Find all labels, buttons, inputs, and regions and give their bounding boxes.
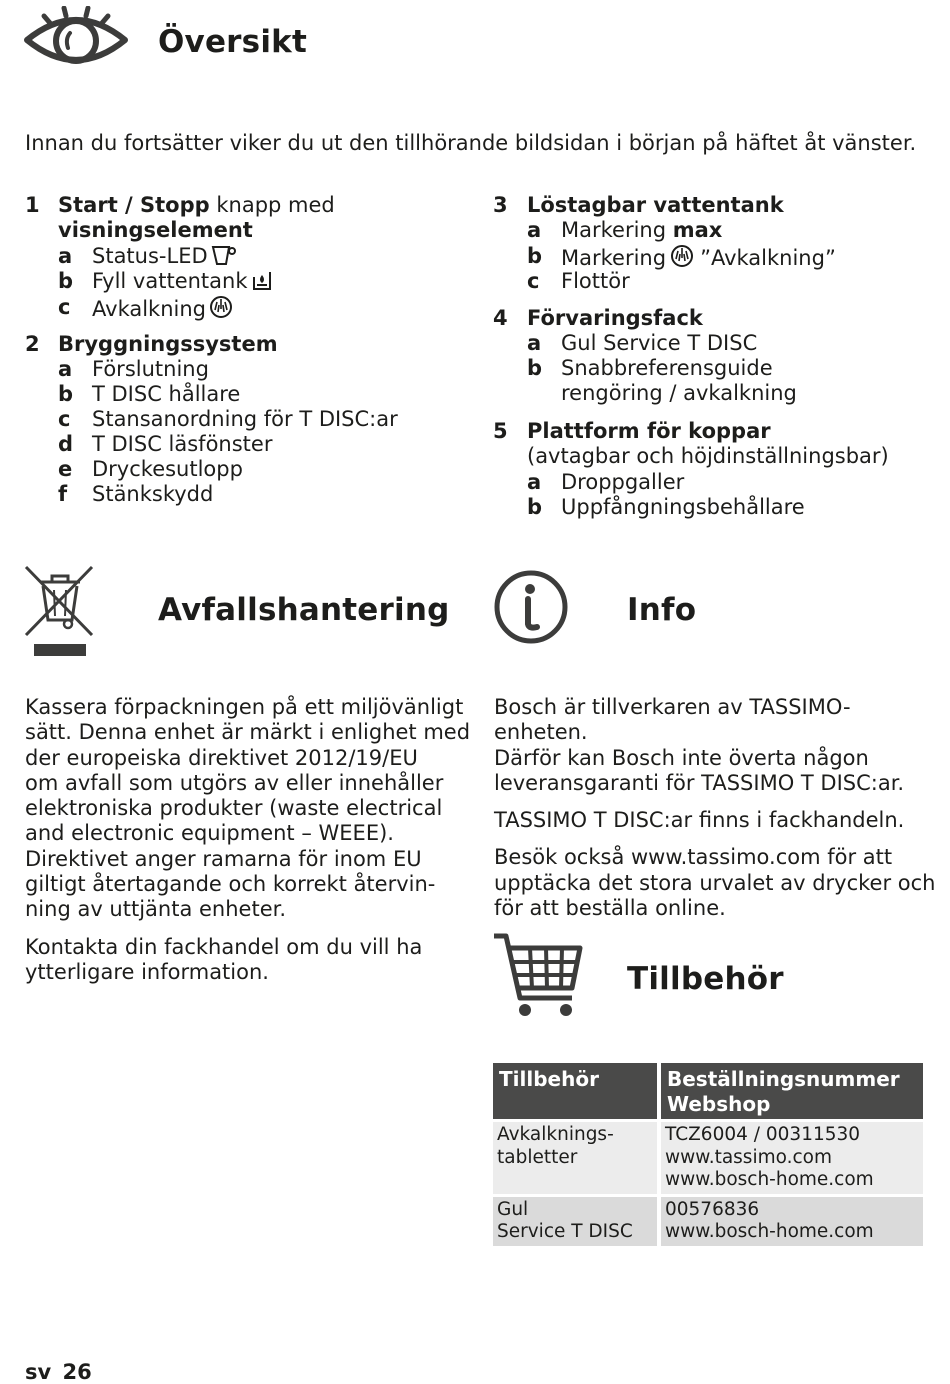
accessories-title: Tillbehör (627, 961, 784, 997)
sub-letter: b (527, 244, 543, 268)
accessories-table-wrap (489, 1060, 927, 1249)
table-cell: Avkalknings- tabletter (493, 1122, 657, 1194)
list-item: T DISC hållare (92, 382, 241, 406)
sub-letter: a (527, 331, 542, 355)
table-row (493, 1197, 923, 1246)
sub-letter: a (527, 470, 542, 494)
list-item-title: Löstagbar vattentank (527, 193, 784, 217)
descaling-icon (670, 244, 694, 268)
list-item: Förslutning (92, 357, 209, 381)
list-item: Uppfångningsbehållare (561, 495, 805, 519)
sub-letter: c (527, 269, 540, 293)
list-item: Stansanordning för T DISC:ar (92, 407, 398, 431)
list-item: Dryckesutlopp (92, 457, 243, 481)
table-row (493, 1122, 923, 1194)
item-number: 1 (25, 193, 40, 217)
item-number: 5 (493, 419, 508, 443)
sub-letter: a (527, 218, 542, 242)
list-item: Fyll vattentank (92, 269, 273, 293)
item-number: 2 (25, 332, 40, 356)
shopping-cart-icon (492, 932, 584, 1018)
page-number: 26 (62, 1360, 92, 1384)
list-item-title: Bryggningssystem (58, 332, 278, 356)
list-item: T DISC läsfönster (92, 432, 273, 456)
info-icon (493, 569, 569, 645)
overview-left-list (25, 193, 475, 513)
list-item: Status-LED (92, 244, 237, 268)
sub-letter: e (58, 457, 73, 481)
sub-letter: f (58, 482, 68, 506)
info-title: Info (627, 592, 697, 628)
disposal-text: Kassera förpackningen på ett miljövänligt sätt. Denna enhet är märkt i enlighet med der europeiska direktivet 2012/19/EU om avfall som utgörs av eller innehåller elektroniska produkter (waste electrical and electronic equipment – WEEE). Direktivet anger ramarna för inom EU giltigt återtagande och korrekt återvin- ning av uttjänta enheter. Kontakta din fackhandel om du vill ha ytterligare information. (25, 695, 471, 984)
table-cell: Gul Service T DISC (493, 1197, 657, 1246)
list-item: Flottör (561, 269, 630, 293)
disposal-title: Avfallshantering (158, 592, 450, 628)
crossed-bin-icon (24, 564, 96, 658)
list-item-line2: rengöring / avkalkning (561, 381, 797, 405)
sub-letter: c (58, 295, 71, 319)
sub-letter: b (58, 382, 74, 406)
page-footer (25, 1360, 92, 1384)
list-item-title: Start / Stopp knapp med (58, 193, 335, 217)
language-code: sv (25, 1360, 52, 1384)
list-item-title: Plattform för koppar (527, 419, 771, 443)
list-item: Stänkskydd (92, 482, 214, 506)
list-item: Markering ”Avkalkning” (561, 246, 836, 270)
column-header: Tillbehör (493, 1063, 657, 1119)
list-item: Gul Service T DISC (561, 331, 758, 355)
accessories-table (489, 1060, 927, 1249)
table-cell: 00576836 www.bosch-home.com (661, 1197, 923, 1246)
item-number: 3 (493, 193, 508, 217)
list-item-subtitle: (avtagbar och höjdinställningsbar) (527, 444, 889, 468)
list-item: Avkalkning (92, 295, 233, 321)
sub-letter: b (527, 356, 543, 380)
info-text: Bosch är tillverkaren av TASSIMO-enheten. Därför kan Bosch inte överta någon leveransgaranti för TASSIMO T DISC:ar. TASSIMO T DISC:ar finns i fackhandeln. Besök också www.tassimo.com för att upptäcka det stora urvalet av drycker och för att beställa online. (494, 695, 936, 921)
sub-letter: b (58, 269, 74, 293)
table-header-row (493, 1063, 923, 1119)
sub-letter: a (58, 244, 73, 268)
overview-title: Översikt (158, 24, 307, 60)
list-item-title: Förvaringsfack (527, 306, 703, 330)
sub-letter: c (58, 407, 71, 431)
sub-letter: a (58, 357, 73, 381)
sub-letter: d (58, 432, 74, 456)
overview-intro: Innan du fortsätter viker du ut den tillhörande bildsidan i början på häftet åt vänster. (25, 131, 917, 155)
list-item: Droppgaller (561, 470, 685, 494)
descaling-icon (209, 295, 233, 319)
sub-letter: b (527, 495, 543, 519)
list-item-title-line2: visningselement (58, 218, 253, 242)
item-number: 4 (493, 306, 508, 330)
water-tank-icon (251, 269, 273, 291)
list-item: Markering max (561, 218, 723, 242)
overview-right-list (493, 193, 933, 523)
cup-icon (211, 244, 237, 266)
table-cell: TCZ6004 / 00311530 www.tassimo.com www.bosch-home.com (661, 1122, 923, 1194)
list-item: Snabbreferensguide (561, 356, 773, 380)
column-header: Beställningsnummer Webshop (661, 1063, 923, 1119)
eye-icon (24, 6, 128, 72)
